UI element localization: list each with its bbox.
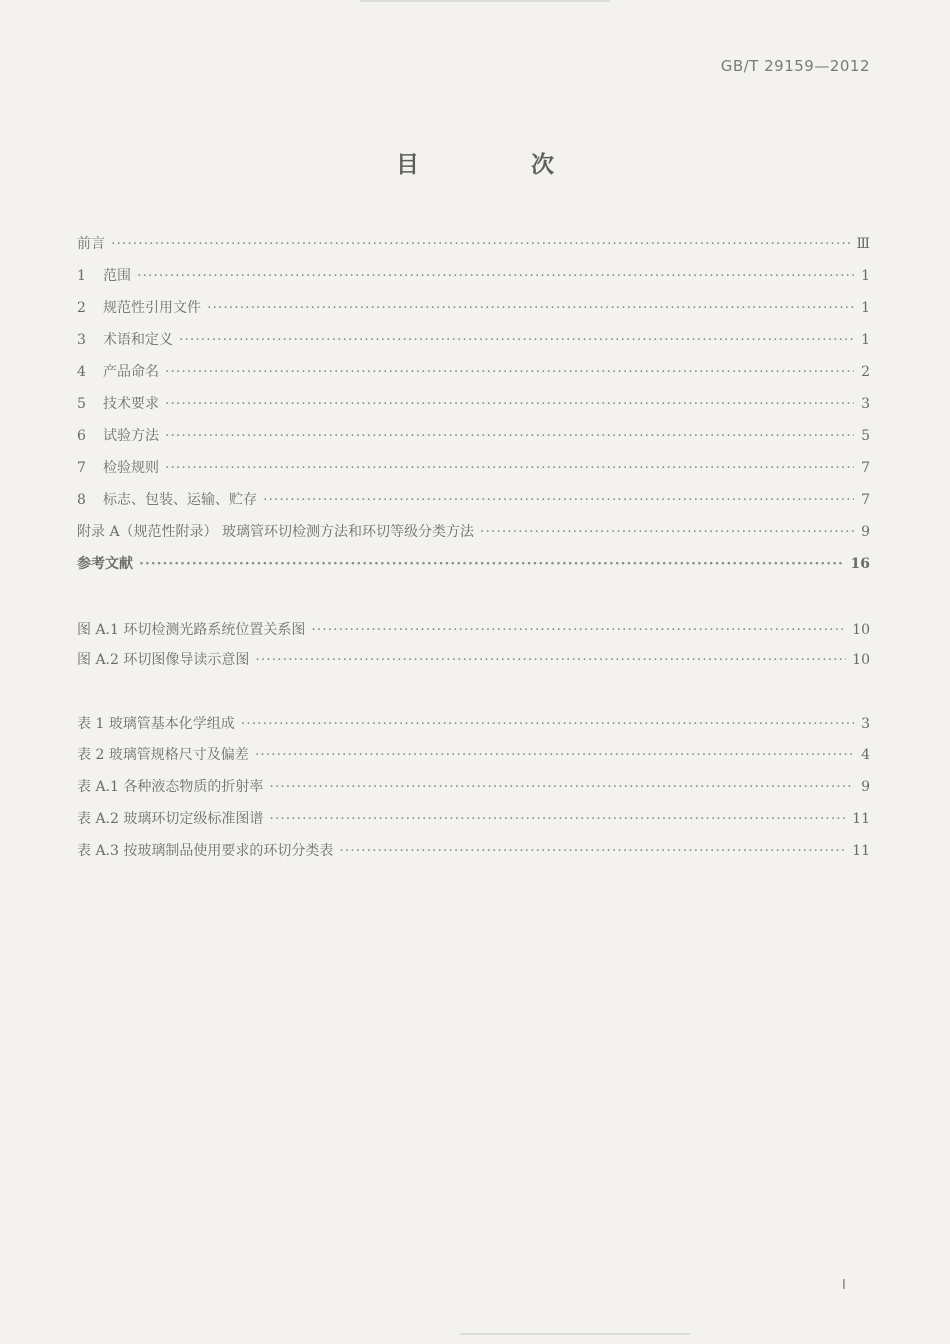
leader-dots [165, 428, 854, 444]
toc-entry-label: 参考文献 [77, 556, 133, 572]
leader-dots [137, 268, 854, 284]
toc-entry[interactable] [77, 329, 870, 351]
toc-entry-number: 1 [77, 268, 86, 284]
standard-number: GB/T 29159—2012 [720, 57, 870, 75]
table-entry[interactable] [77, 713, 870, 735]
leader-dots [255, 747, 854, 763]
toc-entry-page: 1 [861, 332, 870, 348]
leader-dots [311, 622, 846, 638]
toc-entry[interactable] [77, 361, 870, 383]
figure-entry[interactable] [77, 619, 870, 641]
table-entry-page: 11 [852, 843, 870, 859]
toc-entry-label: 产品命名 [103, 364, 159, 380]
leader-dots [263, 492, 854, 508]
leader-dots [269, 779, 854, 795]
table-entry[interactable] [77, 808, 870, 830]
toc-entry-label: 检验规则 [103, 460, 159, 476]
toc-entry-page: 7 [861, 492, 870, 508]
toc-entry-page: 9 [861, 524, 870, 540]
figure-entry-label: 图 A.1 环切检测光路系统位置关系图 [77, 622, 306, 638]
toc-entry-page: 16 [850, 556, 870, 572]
figure-entry[interactable] [77, 649, 870, 671]
toc-entry-label: 术语和定义 [103, 332, 173, 348]
leader-dots [207, 300, 854, 316]
toc-entry-number: 3 [77, 332, 86, 348]
table-entry-label: 表 A.1 各种液态物质的折射率 [77, 779, 264, 795]
leader-dots [255, 652, 846, 668]
toc-entry-page: Ⅲ [856, 236, 870, 252]
table-entry-page: 9 [861, 779, 870, 795]
figure-entry-page: 10 [852, 622, 870, 638]
toc-entry-number: 2 [77, 300, 86, 316]
toc-entry-label: 范围 [103, 268, 131, 284]
toc-entry[interactable] [77, 233, 870, 255]
toc-entry-label: 前言 [77, 236, 105, 252]
toc-entry-number: 4 [77, 364, 86, 380]
leader-dots [165, 364, 854, 380]
toc-entry-page: 2 [861, 364, 870, 380]
toc-entry[interactable] [77, 457, 870, 479]
toc-entry-number: 5 [77, 396, 86, 412]
leader-dots [480, 524, 854, 540]
toc-entry-page: 3 [861, 396, 870, 412]
leader-dots [165, 460, 854, 476]
table-entry-page: 11 [852, 811, 870, 827]
table-entry-label: 表 A.2 玻璃环切定级标准图谱 [77, 811, 264, 827]
bottom-rule [460, 1333, 690, 1335]
page-number: I [842, 1278, 846, 1293]
page-title: 目 次 [395, 152, 606, 178]
toc-entry[interactable] [77, 265, 870, 287]
table-entry[interactable] [77, 776, 870, 798]
leader-dots [339, 843, 846, 859]
toc-entry-bibliography[interactable] [77, 553, 870, 575]
toc-entry[interactable] [77, 425, 870, 447]
table-entry-label: 表 1 玻璃管基本化学组成 [77, 716, 235, 732]
toc-entry-page: 1 [861, 268, 870, 284]
leader-dots [269, 811, 846, 827]
table-entry-page: 4 [861, 747, 870, 763]
toc-entry-label: 试验方法 [103, 428, 159, 444]
table-entry-label: 表 A.3 按玻璃制品使用要求的环切分类表 [77, 843, 334, 859]
leader-dots [165, 396, 854, 412]
figure-entry-label: 图 A.2 环切图像导读示意图 [77, 652, 250, 668]
table-entry[interactable] [77, 840, 870, 862]
toc-entry-annex[interactable] [77, 521, 870, 543]
figure-entry-page: 10 [852, 652, 870, 668]
table-entry[interactable] [77, 744, 870, 766]
leader-dots [241, 716, 854, 732]
toc-entry[interactable] [77, 393, 870, 415]
toc-entry-page: 7 [861, 460, 870, 476]
toc-entry-label: 标志、包装、运输、贮存 [103, 492, 257, 508]
toc-entry-number: 7 [77, 460, 86, 476]
toc-entry-label: 技术要求 [103, 396, 159, 412]
top-rule [360, 0, 610, 2]
toc-entry-label: 附录 A（规范性附录） 玻璃管环切检测方法和环切等级分类方法 [77, 524, 475, 540]
leader-dots [139, 556, 845, 572]
toc-entry[interactable] [77, 489, 870, 511]
toc-entry-number: 6 [77, 428, 86, 444]
toc-entry-number: 8 [77, 492, 86, 508]
toc-entry-page: 1 [861, 300, 870, 316]
table-entry-label: 表 2 玻璃管规格尺寸及偏差 [77, 747, 249, 763]
toc-entry-page: 5 [861, 428, 870, 444]
leader-dots [111, 236, 850, 252]
toc-entry[interactable] [77, 297, 870, 319]
toc-entry-label: 规范性引用文件 [103, 300, 201, 316]
table-entry-page: 3 [861, 716, 870, 732]
leader-dots [179, 332, 854, 348]
